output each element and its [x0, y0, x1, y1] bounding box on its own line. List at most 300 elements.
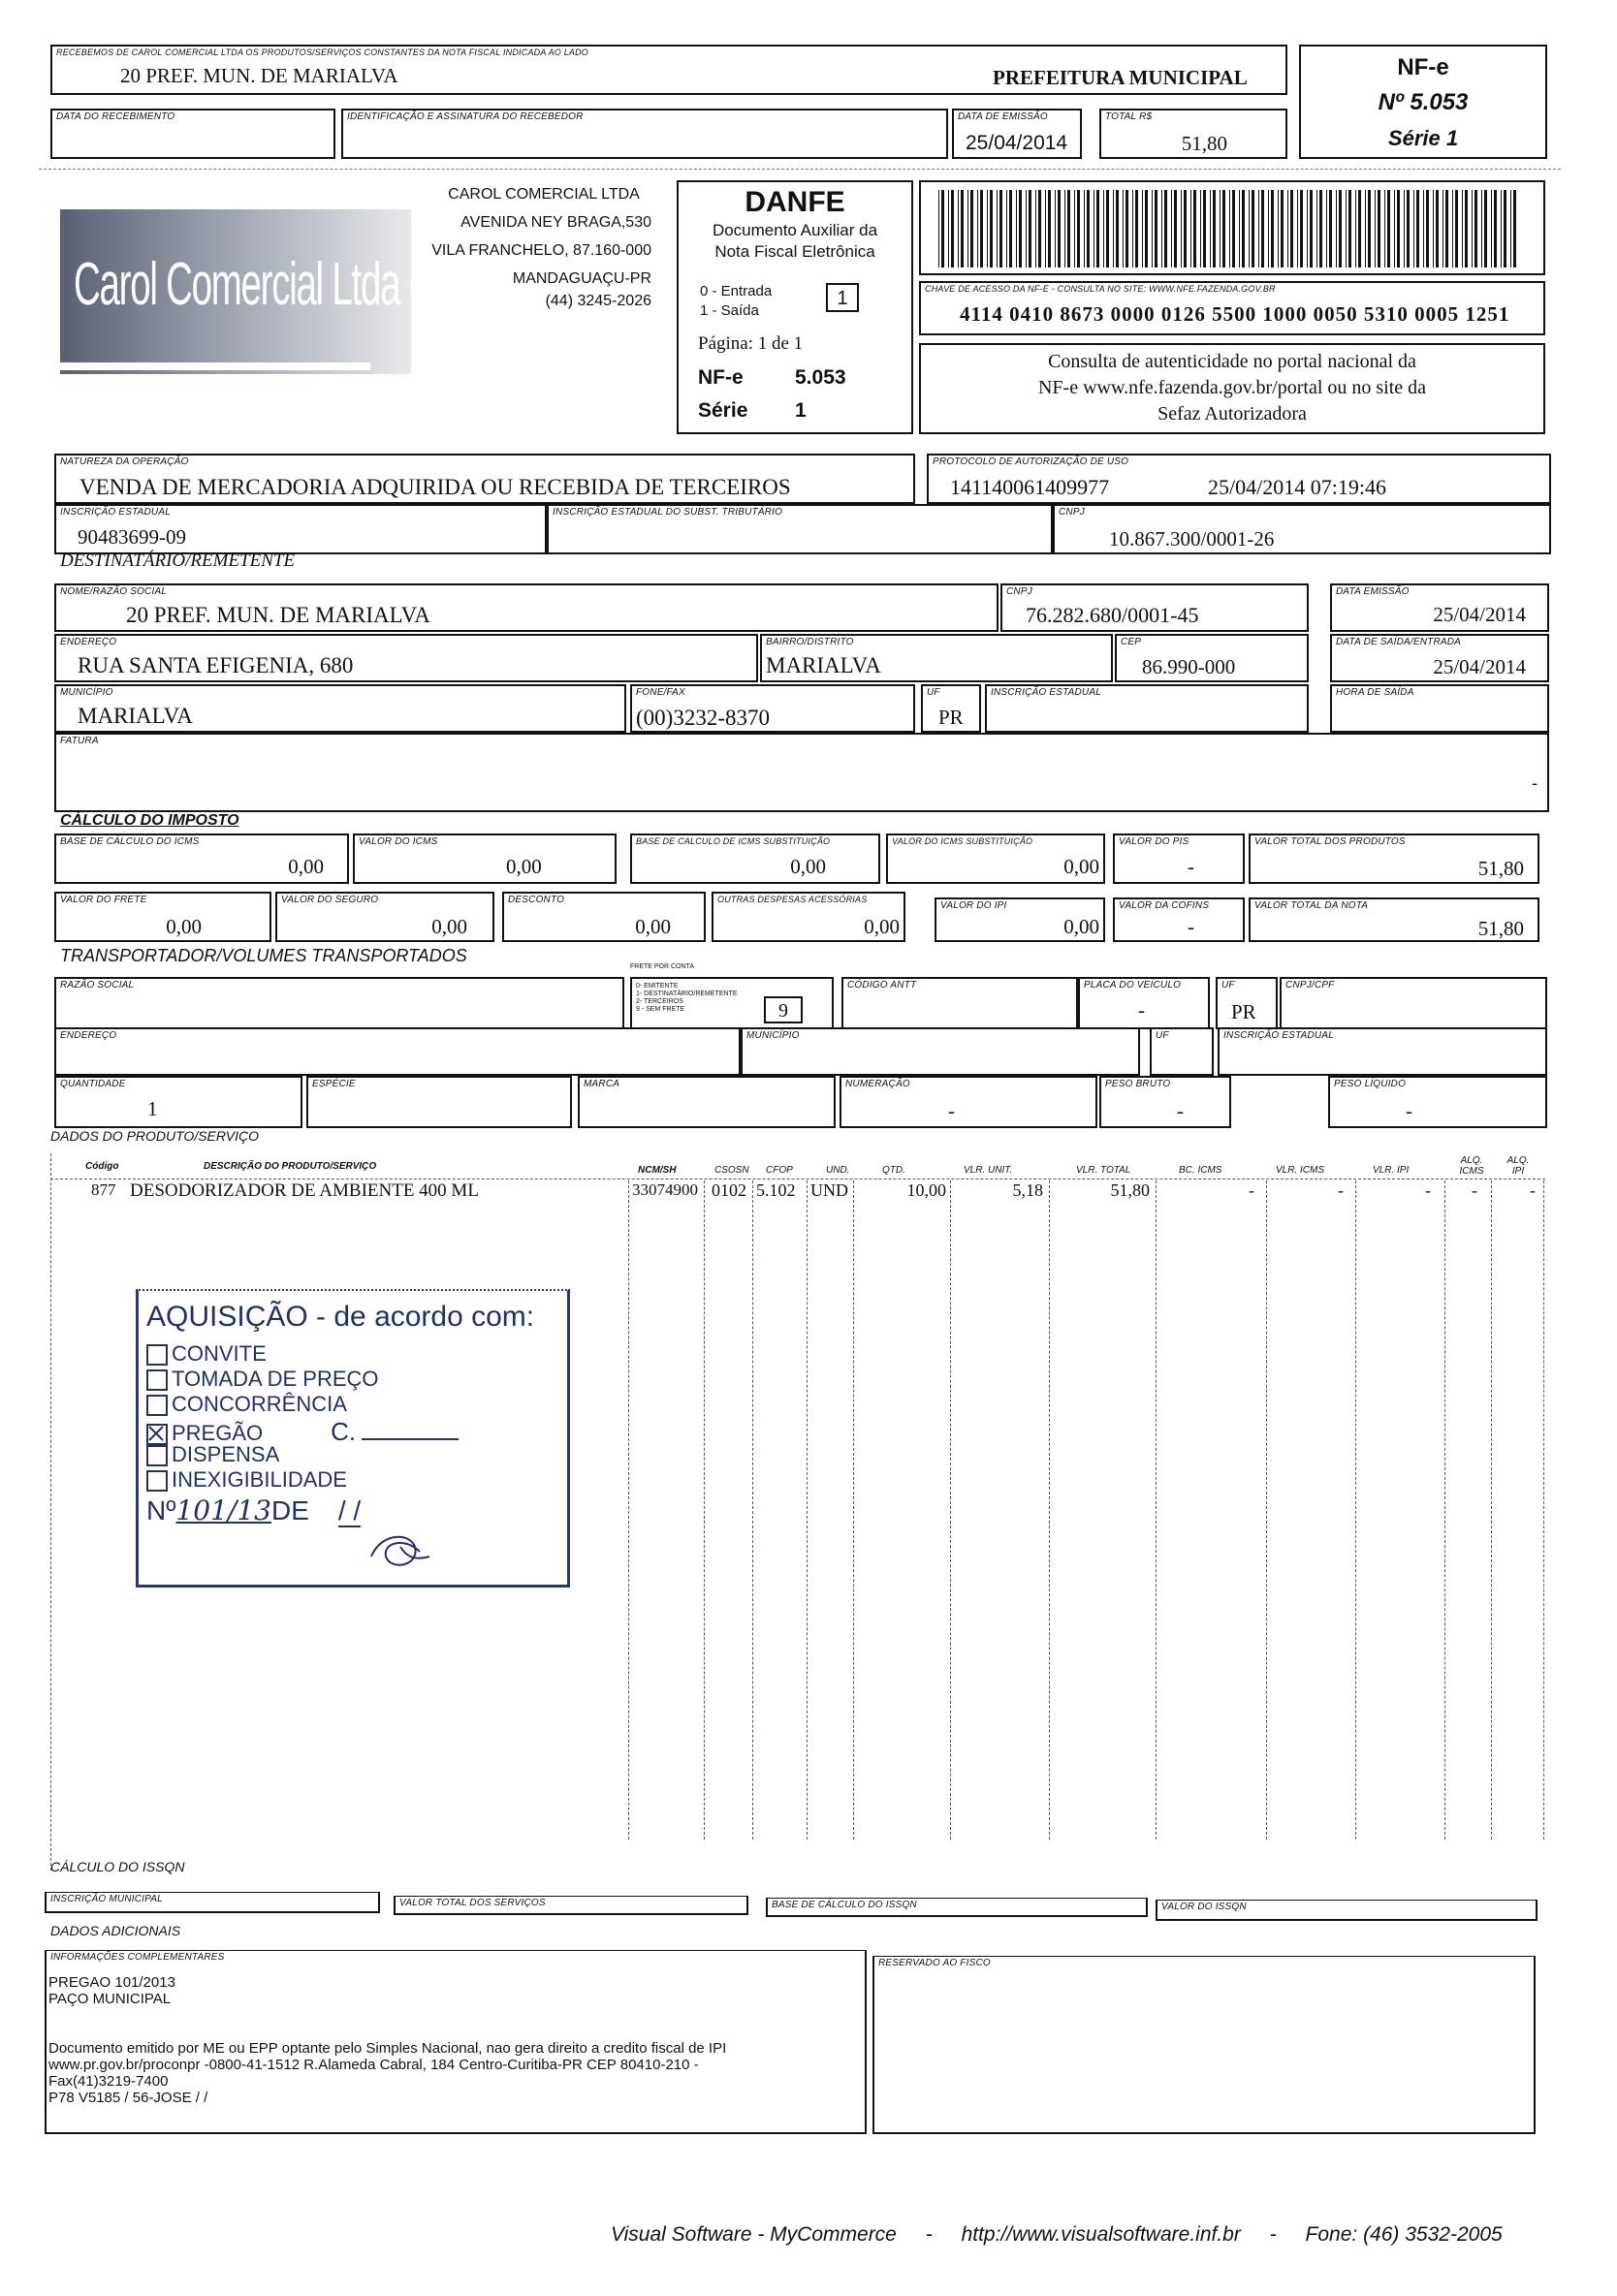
- state-reg-value: 90483699-09: [78, 525, 186, 549]
- row-unit: UND: [810, 1180, 848, 1200]
- volume-species-label: ESPÉCIE: [312, 1079, 356, 1089]
- danfe-title: DANFE: [745, 186, 845, 218]
- col-divider: [1491, 1180, 1492, 1840]
- col-aipi: ALQ. IPI: [1506, 1155, 1530, 1177]
- checkbox-icon: [146, 1344, 168, 1366]
- barcode-bar: [1387, 190, 1390, 267]
- invoice-label: FATURA: [60, 736, 99, 746]
- issqn-im-label: INSCRIÇÃO MUNICIPAL: [50, 1894, 163, 1904]
- barcode-bar: [1213, 190, 1216, 267]
- danfe-page: Página: 1 de 1: [698, 333, 804, 354]
- recipient-exit-date-value: 25/04/2014: [1433, 655, 1526, 678]
- danfe-nfe-value: 5.053: [795, 366, 846, 389]
- freight-opt-0: 0- EMITENTE: [636, 983, 679, 990]
- barcode-bar: [1365, 190, 1366, 267]
- recipient-date-value: 25/04/2014: [1433, 603, 1526, 626]
- receipt-nfe-title: NF-e: [1397, 54, 1449, 80]
- stamp-c-label: C.: [331, 1417, 357, 1446]
- col-und: UND.: [826, 1165, 850, 1176]
- carrier-cnpj-field: [1280, 977, 1547, 1029]
- emitter-district: VILA FRANCHELO, 87.160-000: [431, 242, 651, 259]
- row-code: 877: [91, 1180, 116, 1199]
- barcode-bar: [990, 190, 993, 267]
- base-st-value: 0,00: [790, 855, 826, 878]
- nature-field: [54, 454, 915, 504]
- barcode-bar: [1184, 190, 1187, 267]
- barcode-bar: [980, 190, 983, 267]
- barcode-bar: [1310, 190, 1313, 267]
- volume-qty-value: 1: [147, 1097, 158, 1120]
- barcode-bar: [1116, 190, 1119, 267]
- receipt-signature-label: IDENTIFICAÇÃO E ASSINATURA DO RECEBEDOR: [347, 111, 584, 122]
- barcode-bar: [1006, 190, 1007, 267]
- barcode-bar: [1358, 190, 1361, 267]
- protocol-value: 141140061409977: [950, 475, 1110, 499]
- barcode-bar: [1378, 190, 1380, 267]
- recipient-date-field: [1330, 583, 1549, 632]
- gross-weight-field: [1099, 1076, 1231, 1128]
- col-vunit: VLR. UNIT.: [964, 1165, 1013, 1176]
- col-divider: [1543, 1180, 1544, 1840]
- barcode-bar: [1123, 190, 1124, 267]
- stamp-item-tomada: [146, 1367, 379, 1392]
- col-ncm: NCM/SH: [638, 1165, 677, 1176]
- danfe-serie-label: Série: [698, 399, 748, 422]
- barcode-bar: [1481, 190, 1482, 267]
- barcode-bar: [967, 190, 968, 267]
- recipient-phone-field: [630, 684, 915, 733]
- barcode-bar: [1368, 190, 1371, 267]
- recipient-name-value: 20 PREF. MUN. DE MARIALVA: [126, 603, 430, 627]
- barcode-bar: [1045, 190, 1046, 267]
- recipient-uf-label: UF: [927, 687, 940, 698]
- footer-phone: Fone: (46) 3532-2005: [1305, 2223, 1503, 2246]
- barcode-bar: [1339, 190, 1342, 267]
- stamp-number-label: Nº: [146, 1495, 176, 1525]
- barcode-bar: [1491, 190, 1492, 267]
- consult-line-1: Consulta de autenticidade no portal nacional da: [1048, 351, 1416, 372]
- footer-url[interactable]: http://www.visualsoftware.inf.br: [961, 2223, 1241, 2246]
- acquisition-stamp: [136, 1289, 570, 1588]
- barcode-bar: [1164, 190, 1167, 267]
- barcode-bar: [1038, 190, 1041, 267]
- barcode-bar: [1181, 190, 1182, 267]
- cut-line: [39, 169, 1561, 170]
- volume-number-label: NUMERAÇÃO: [845, 1079, 910, 1089]
- barcode-bar: [1132, 190, 1133, 267]
- stamp-item-label: INEXIGIBILIDADE: [172, 1467, 347, 1492]
- col-vicms: VLR. ICMS: [1276, 1165, 1325, 1176]
- products-total-label: VALOR TOTAL DOS PRODUTOS: [1254, 836, 1406, 847]
- base-st-field: [630, 833, 880, 884]
- receipt-header-box: [50, 45, 1287, 95]
- receipt-nfe-serie: Série 1: [1387, 126, 1459, 150]
- barcode-bar: [1455, 190, 1458, 267]
- barcode-bar: [970, 190, 973, 267]
- barcode-bar: [1407, 190, 1410, 267]
- emitter-city: MANDAGUAÇU-PR: [512, 270, 651, 287]
- col-cfop: CFOP: [766, 1165, 793, 1176]
- row-vtotal: 51,80: [1110, 1180, 1150, 1200]
- receipt-recipient-right: PREFEITURA MUNICIPAL: [993, 66, 1248, 89]
- col-divider: [1444, 1180, 1445, 1840]
- row-vipi: -: [1425, 1180, 1431, 1200]
- freight-by-value: 9: [764, 996, 803, 1023]
- col-divider: [807, 1180, 808, 1840]
- barcode-bar: [1193, 190, 1196, 267]
- pis-field: [1113, 833, 1245, 884]
- barcode-bar: [1484, 190, 1487, 267]
- volume-brand-label: MARCA: [584, 1079, 620, 1089]
- recipient-address-field: [54, 634, 758, 682]
- barcode-bar: [1462, 190, 1463, 267]
- issqn-section-title: CÁLCULO DO ISSQN: [50, 1859, 185, 1874]
- receipt-total-label: TOTAL R$: [1105, 111, 1153, 122]
- nature-value: VENDA DE MERCADORIA ADQUIRIDA OU RECEBIDA DE TERCEIROS: [79, 475, 791, 499]
- barcode-bar: [1190, 190, 1191, 267]
- barcode-bar: [1465, 190, 1468, 267]
- barcode-bar: [1155, 190, 1157, 267]
- barcode-bar: [1067, 190, 1070, 267]
- barcode-bar: [1472, 190, 1473, 267]
- recipient-exit-date-label: DATA DE SAÍDA/ENTRADA: [1336, 637, 1462, 647]
- stamp-de-label: DE: [270, 1495, 309, 1525]
- freight-by-label: FRETE POR CONTA: [630, 963, 694, 970]
- barcode-bar: [1355, 190, 1356, 267]
- barcode-bar: [1445, 190, 1448, 267]
- volume-species-field: [306, 1076, 572, 1128]
- additional-section-title: DADOS ADICIONAIS: [50, 1923, 181, 1938]
- carrier-ie-label: INSCRIÇÃO ESTADUAL: [1223, 1030, 1334, 1041]
- emitter-info: [417, 180, 651, 310]
- col-divider: [1049, 1180, 1050, 1840]
- carrier-uf-field: [1216, 977, 1278, 1029]
- row-vunit: 5,18: [1012, 1180, 1043, 1200]
- col-divider: [1156, 1180, 1157, 1840]
- recipient-district-value: MARIALVA: [766, 653, 881, 677]
- recipient-phone-label: FONE/FAX: [636, 687, 685, 698]
- checkbox-icon: [146, 1395, 168, 1416]
- recipient-cnpj-label: CNPJ: [1006, 586, 1032, 597]
- stamp-number-value: 101/13: [175, 1494, 271, 1526]
- stamp-item-label: DISPENSA: [172, 1442, 280, 1466]
- carrier-address-field: [54, 1027, 741, 1076]
- receipt-recipient: 20 PREF. MUN. DE MARIALVA: [120, 64, 398, 87]
- info-line: PAÇO MUNICIPAL: [48, 1991, 172, 2007]
- col-vtotal: VLR. TOTAL: [1076, 1165, 1131, 1176]
- row-cfop: 5.102: [756, 1180, 796, 1200]
- barcode-bar: [1161, 190, 1162, 267]
- col-csosn: CSOSN: [714, 1165, 749, 1176]
- reserved-label: RESERVADO AO FISCO: [878, 1958, 991, 1968]
- access-key-box: [919, 281, 1545, 335]
- freight-opt-1: 1- DESTINATÁRIO/REMETENTE: [636, 991, 738, 997]
- barcode-bar: [948, 190, 949, 267]
- col-divider: [853, 1180, 854, 1840]
- additional-info-box: [45, 1950, 867, 2134]
- ipi-field: [935, 897, 1105, 942]
- receipt-signature-field[interactable]: [341, 109, 948, 159]
- barcode-bar: [1436, 190, 1439, 267]
- footer-sep: -: [1269, 2223, 1277, 2246]
- discount-value: 0,00: [635, 915, 671, 938]
- barcode-bar: [1171, 190, 1172, 267]
- carrier-name-field: [54, 977, 624, 1029]
- barcode-bar: [1346, 190, 1347, 267]
- emitter-logo-text: Carol Comercial Ltda - ME: [74, 251, 483, 318]
- row-aicms: -: [1472, 1180, 1477, 1200]
- tax-section-title: CÁLCULO DO IMPOSTO: [60, 812, 239, 829]
- signature-icon: [362, 1527, 439, 1576]
- barcode-bar: [1416, 190, 1419, 267]
- barcode-bar: [1203, 190, 1206, 267]
- barcode-bar: [1087, 190, 1090, 267]
- barcode-bar: [1048, 190, 1051, 267]
- row-csosn: 0102: [712, 1180, 746, 1200]
- carrier-address-label: ENDEREÇO: [60, 1030, 117, 1041]
- emitter-cnpj-value: 10.867.300/0001-26: [1109, 527, 1275, 550]
- invoice-field: [54, 733, 1549, 812]
- barcode-bar: [1026, 190, 1027, 267]
- insurance-value: 0,00: [431, 915, 467, 938]
- barcode-bar: [999, 190, 1002, 267]
- emitter-phone: (44) 3245-2026: [545, 293, 651, 309]
- products-total-value: 51,80: [1477, 857, 1524, 880]
- invoice-value: -: [1532, 773, 1538, 793]
- barcode-bar: [1103, 190, 1104, 267]
- recipient-ie-field: [985, 684, 1309, 733]
- carrier-cnpj-label: CNPJ/CPF: [1285, 980, 1335, 991]
- freight-value: 0,00: [166, 915, 202, 938]
- barcode-bar: [1174, 190, 1177, 267]
- barcode-bar: [1501, 190, 1502, 267]
- stamp-item-label: CONCORRÊNCIA: [172, 1392, 347, 1416]
- stamp-item-dispensa: [146, 1442, 279, 1467]
- table-row[interactable]: [50, 1180, 1545, 1208]
- carrier-city-field: [741, 1027, 1140, 1076]
- emitter-address: AVENIDA NEY BRAGA,530: [460, 214, 651, 231]
- barcode-bar: [1329, 190, 1332, 267]
- additional-info-text: [48, 1974, 726, 2106]
- barcode-bar: [1249, 190, 1250, 267]
- carrier-uf2-field: [1150, 1027, 1214, 1076]
- issqn-im-field: [45, 1892, 380, 1913]
- other-expenses-label: OUTRAS DESPESAS ACESSÓRIAS: [717, 895, 868, 904]
- barcode-bar: [1300, 190, 1303, 267]
- footer-software: Visual Software - MyCommerce: [611, 2223, 897, 2246]
- net-weight-label: PESO LÍQUIDO: [1334, 1079, 1407, 1089]
- base-icms-field: [54, 833, 349, 884]
- invoice-total-value: 51,80: [1477, 917, 1524, 940]
- danfe-serie-value: 1: [795, 399, 807, 422]
- antt-label: CÓDIGO ANTT: [847, 980, 917, 991]
- danfe-exit: 1 - Saída: [700, 302, 759, 319]
- recipient-date-label: DATA EMISSÃO: [1336, 586, 1410, 597]
- barcode-bar: [1113, 190, 1114, 267]
- carrier-ie-field: [1218, 1027, 1547, 1076]
- state-reg-field: [54, 504, 547, 554]
- freight-opt-3: 9 - SEM FRETE: [636, 1006, 685, 1013]
- pis-value: -: [1188, 855, 1194, 878]
- barcode-bar: [1242, 190, 1245, 267]
- ipi-label: VALOR DO IPI: [940, 900, 1007, 911]
- barcode-box: [919, 180, 1545, 275]
- volume-number-field: [840, 1076, 1097, 1128]
- barcode-bar: [951, 190, 954, 267]
- recipient-uf-value: PR: [938, 706, 964, 729]
- info-line: www.pr.gov.br/proconpr -0800-41-1512 R.Alameda Cabral, 184 Centro-Curitiba-PR CEP 80410-210 -: [48, 2057, 699, 2073]
- barcode-bar: [1384, 190, 1385, 267]
- net-weight-field: [1328, 1076, 1547, 1128]
- ipi-value: 0,00: [1063, 915, 1099, 938]
- pis-label: VALOR DO PIS: [1119, 836, 1189, 847]
- stamp-date: / /: [337, 1495, 362, 1525]
- transport-section-title: TRANSPORTADOR/VOLUMES TRANSPORTADOS: [60, 946, 467, 965]
- col-divider: [628, 1180, 629, 1840]
- row-bc: -: [1249, 1180, 1254, 1200]
- info-line: PREGAO 101/2013: [48, 1974, 175, 1991]
- nature-label: NATUREZA DA OPERAÇÃO: [60, 456, 189, 467]
- volume-qty-label: QUANTIDADE: [60, 1079, 126, 1089]
- recipient-exit-date-field: [1330, 634, 1549, 682]
- col-bc: BC. ICMS: [1179, 1165, 1222, 1176]
- barcode-bar: [1064, 190, 1065, 267]
- recipient-cnpj-value: 76.282.680/0001-45: [1026, 603, 1199, 627]
- barcode-bar: [1261, 190, 1264, 267]
- col-divider: [704, 1180, 705, 1840]
- receipt-date-field[interactable]: [50, 109, 335, 159]
- recipient-name-field: [54, 583, 999, 632]
- barcode-bar: [1316, 190, 1317, 267]
- access-key-value: 4114 0410 8673 0000 0126 5500 1000 0050 5310 0005 1251: [960, 302, 1510, 326]
- barcode-bar: [961, 190, 964, 267]
- col-desc: DESCRIÇÃO DO PRODUTO/SERVIÇO: [204, 1161, 377, 1172]
- barcode-bar: [1307, 190, 1308, 267]
- state-reg-label: INSCRIÇÃO ESTADUAL: [60, 507, 171, 518]
- issqn-base-label: BASE DE CÁLCULO DO ISSQN: [772, 1900, 917, 1910]
- barcode-bar: [997, 190, 998, 267]
- issqn-value-field: [1156, 1900, 1538, 1921]
- barcode-bar: [1019, 190, 1022, 267]
- barcode-bar: [941, 190, 944, 267]
- col-qty: QTD.: [882, 1165, 905, 1176]
- gross-weight-label: PESO BRUTO: [1105, 1079, 1171, 1089]
- col-divider: [752, 1180, 753, 1840]
- receipt-emission-label: DATA DE EMISSÃO: [958, 111, 1048, 122]
- freight-label: VALOR DO FRETE: [60, 895, 147, 905]
- emitter-name: CAROL COMERCIAL LTDA: [448, 186, 640, 203]
- barcode-bar: [1232, 190, 1235, 267]
- freight-opt-2: 2- TERCEIROS: [636, 998, 683, 1005]
- col-aicms: ALQ. ICMS: [1459, 1155, 1484, 1177]
- stamp-title: AQUISIÇÃO - de acordo com:: [146, 1301, 535, 1333]
- barcode-bar: [1271, 190, 1274, 267]
- barcode-bar: [1290, 190, 1293, 267]
- consult-line-2: NF-e www.nfe.fazenda.gov.br/portal ou no site da: [1037, 377, 1427, 398]
- barcode-bar: [1142, 190, 1143, 267]
- barcode-bar: [1055, 190, 1056, 267]
- barcode-bar: [1220, 190, 1221, 267]
- base-icms-label: BASE DE CÁLCULO DO ICMS: [60, 836, 200, 847]
- protocol-field: [927, 454, 1551, 504]
- barcode-bar: [977, 190, 978, 267]
- danfe-entry: 0 - Entrada: [700, 283, 773, 299]
- carrier-uf-value: PR: [1231, 1000, 1256, 1023]
- barcode-bar: [1074, 190, 1075, 267]
- barcode-bar: [1009, 190, 1012, 267]
- issqn-value-label: VALOR DO ISSQN: [1161, 1902, 1247, 1912]
- receipt-emission-field: [952, 109, 1082, 159]
- barcode-bar: [938, 190, 939, 267]
- volume-number-value: -: [948, 1099, 955, 1122]
- barcode-bar: [1252, 190, 1254, 267]
- recipient-cep-field: [1115, 634, 1309, 682]
- barcode-bar: [1433, 190, 1434, 267]
- plate-field: [1078, 977, 1210, 1029]
- stamp-item-label: PREGÃO: [172, 1421, 264, 1445]
- carrier-uf-label: UF: [1221, 980, 1235, 991]
- info-line: Documento emitido por ME ou EPP optante pelo Simples Nacional, nao gera direito a credito fiscal de IPI: [48, 2040, 727, 2057]
- barcode-bar: [1423, 190, 1424, 267]
- carrier-uf2-label: UF: [1156, 1030, 1169, 1041]
- barcode: [938, 190, 1526, 267]
- access-key-label: CHAVE DE ACESSO DA NF-E - CONSULTA NO SITE: WWW.NFE.FAZENDA.GOV.BR: [925, 284, 1276, 294]
- stamp-c-line: [362, 1438, 459, 1440]
- receipt-date-label: DATA DO RECEBIMENTO: [56, 111, 175, 122]
- barcode-bar: [1258, 190, 1259, 267]
- col-vipi: VLR. IPI: [1373, 1165, 1410, 1176]
- danfe-box: [677, 180, 913, 434]
- barcode-bar: [1504, 190, 1506, 267]
- recipient-uf-field: [921, 684, 981, 733]
- state-reg-st-label: INSCRIÇÃO ESTADUAL DO SUBST. TRIBUTÁRIO: [553, 507, 783, 518]
- barcode-bar: [1494, 190, 1497, 267]
- recipient-exit-time-field: [1330, 684, 1549, 733]
- col-divider: [50, 1153, 51, 1871]
- receipt-total-field: [1099, 109, 1287, 159]
- cofins-label: VALOR DA COFINS: [1119, 900, 1210, 911]
- cofins-value: -: [1188, 915, 1194, 938]
- gross-weight-value: -: [1177, 1099, 1184, 1122]
- additional-info-label: INFORMAÇÕES COMPLEMENTARES: [50, 1952, 225, 1963]
- col-code: Código: [85, 1161, 119, 1172]
- barcode-bar: [1210, 190, 1211, 267]
- insurance-label: VALOR DO SEGURO: [281, 895, 379, 905]
- volume-qty-field: [54, 1076, 302, 1128]
- col-divider: [1355, 1180, 1356, 1840]
- plate-label: PLACA DO VEÍCULO: [1084, 980, 1182, 991]
- state-reg-st-field: [547, 504, 1053, 554]
- receipt-emission-value: 25/04/2014: [966, 132, 1068, 154]
- row-qty: 10,00: [906, 1180, 946, 1200]
- recipient-city-field: [54, 684, 626, 733]
- col-divider: [950, 1180, 951, 1840]
- footer: [611, 2223, 1503, 2247]
- base-st-label: BASE DE CALCULO DE ICMS SUBSTITUIÇÃO: [636, 836, 831, 846]
- row-desc: DESODORIZADOR DE AMBIENTE 400 ML: [130, 1180, 479, 1201]
- barcode-bar: [1510, 190, 1511, 267]
- discount-field: [502, 892, 706, 942]
- barcode-bar: [1394, 190, 1395, 267]
- barcode-bar: [1152, 190, 1153, 267]
- consult-line-3: Sefaz Autorizadora: [1157, 403, 1307, 425]
- recipient-city-value: MARIALVA: [78, 704, 193, 728]
- freight-by-field: [630, 977, 834, 1029]
- footer-sep: -: [925, 2223, 933, 2246]
- recipient-section-title: DESTINATÁRIO/REMETENTE: [60, 550, 296, 571]
- recipient-city-label: MUNICÍPIO: [60, 687, 113, 698]
- cofins-field: [1113, 897, 1245, 942]
